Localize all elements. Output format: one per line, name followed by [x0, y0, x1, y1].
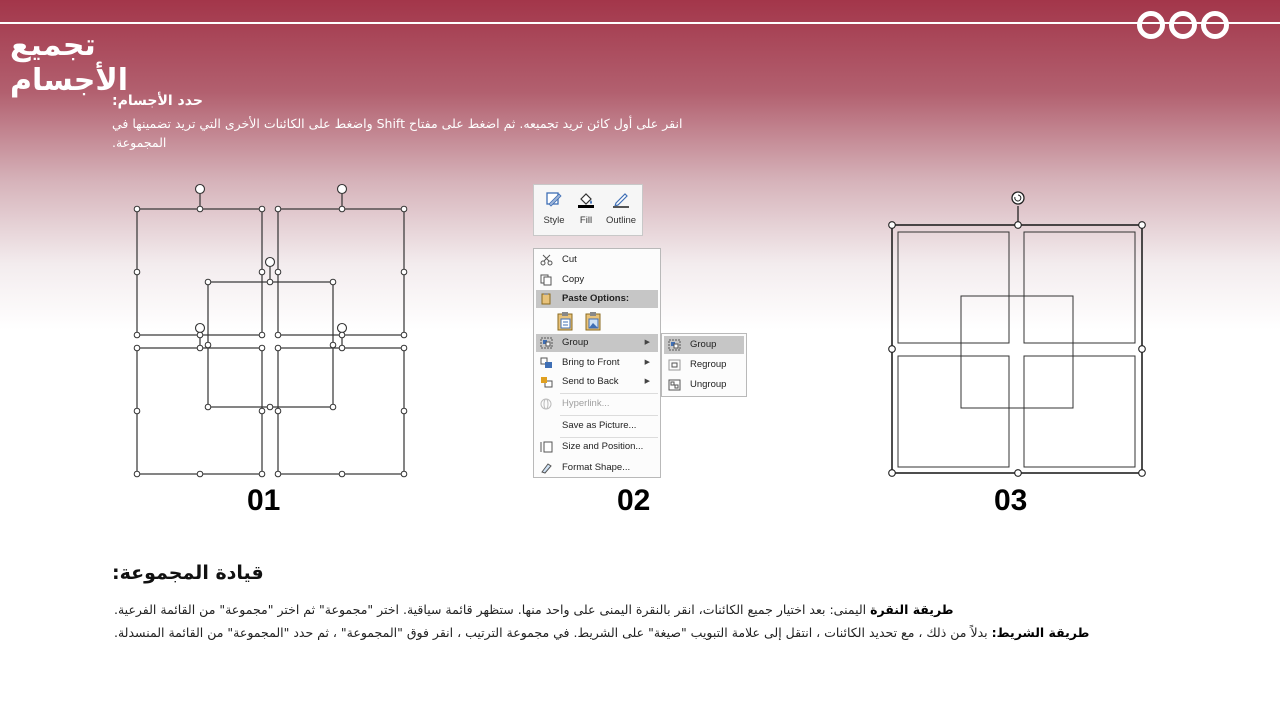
submenu-item-ungroup[interactable]	[664, 376, 744, 394]
ungroup-icon	[668, 379, 681, 391]
menu-item-size-and-position[interactable]	[536, 438, 658, 456]
group-submenu	[661, 333, 747, 397]
submenu-arrow-icon: ▶	[644, 359, 650, 366]
paste-option-keep-source-icon[interactable]	[556, 311, 574, 331]
ribbon-style-button[interactable]	[537, 185, 571, 235]
menu-separator	[560, 415, 658, 416]
slide-title: تجميع الأجسام	[10, 28, 129, 98]
group-icon	[668, 339, 681, 351]
ribbon-method-paragraph	[114, 625, 1114, 641]
group-icon	[540, 337, 553, 349]
group-command-heading: قيادة المجموعة:	[112, 562, 264, 584]
submenu-label-group: Group	[690, 339, 717, 350]
context-menu	[533, 248, 661, 478]
right-click-method-label: طريقة النقرة	[870, 602, 954, 617]
header-divider-line	[0, 22, 1280, 24]
submenu-arrow-icon: ▶	[644, 339, 650, 346]
right-click-method-paragraph	[114, 602, 1114, 618]
select-text-line2: المجموعة.	[112, 135, 167, 150]
submenu-item-regroup[interactable]	[664, 356, 744, 374]
menu-label-cut: Cut	[562, 254, 577, 265]
clipboard-icon	[540, 293, 553, 305]
menu-item-group[interactable]	[536, 334, 658, 352]
menu-item-cut[interactable]	[536, 251, 658, 269]
menu-label-paste-options: Paste Options:	[562, 293, 630, 304]
submenu-label-regroup: Regroup	[690, 359, 727, 370]
ribbon-fill-label: Fill	[579, 215, 593, 226]
menu-separator	[560, 393, 658, 394]
menu-label-group: Group	[562, 337, 589, 348]
menu-label-format-shape: Format Shape...	[562, 462, 631, 473]
bring-to-front-icon	[540, 357, 553, 369]
ribbon-method-text: بدلاً من ذلك ، مع تحديد الكائنات ، انتقل إلى علامة التبويب "صيغة" على الشريط. في مجموعة الترتيب ، انقر فوق "المجموعة" ، ثم حدد "المجموعة" من القائمة المنسدلة.	[114, 625, 988, 640]
three-rings-logo	[1136, 10, 1232, 40]
menu-item-send-to-back[interactable]	[536, 373, 658, 391]
ribbon-outline-label: Outline	[605, 215, 637, 226]
figure-03-grouped-shapes	[884, 186, 1152, 482]
ribbon-method-label: طريقة الشريط:	[991, 625, 1090, 640]
ribbon-outline-button[interactable]	[604, 185, 638, 235]
figure-01-selected-shapes	[130, 180, 420, 485]
menu-header-paste-options	[536, 290, 658, 308]
menu-label-send-to-back: Send to Back	[562, 376, 619, 387]
menu-item-save-as-picture[interactable]	[536, 417, 658, 435]
right-click-method-line	[114, 602, 954, 617]
format-shape-icon	[540, 462, 553, 474]
menu-label-size-and-position: Size and Position...	[562, 441, 644, 452]
select-text-line1: انقر على أول كائن تريد تجميعه. ثم اضغط على مفتاح Shift واضغط على الكائنات الأخرى التي تريد تضمينها في	[112, 116, 683, 131]
figure-number-02: 02	[617, 484, 651, 517]
hyperlink-icon	[540, 398, 553, 410]
regroup-icon	[668, 359, 681, 371]
submenu-arrow-icon: ▶	[644, 378, 650, 385]
paste-option-picture-icon[interactable]	[584, 311, 602, 331]
figure-number-03: 03	[994, 484, 1028, 517]
format-ribbon	[533, 184, 643, 236]
shape-style-icon	[545, 190, 563, 208]
menu-label-copy: Copy	[562, 274, 585, 285]
menu-item-bring-to-front[interactable]	[536, 354, 658, 372]
menu-item-hyperlink	[536, 395, 658, 413]
submenu-item-group[interactable]	[664, 336, 744, 354]
figure-number-01: 01	[247, 484, 281, 517]
select-objects-heading: حدد الأجسام:	[112, 93, 203, 109]
menu-item-format-shape[interactable]	[536, 459, 658, 477]
send-to-back-icon	[540, 376, 553, 388]
menu-item-copy[interactable]	[536, 271, 658, 289]
pen-outline-icon	[612, 190, 630, 208]
copy-icon	[540, 274, 553, 286]
paint-bucket-icon	[577, 190, 595, 208]
size-position-icon	[540, 441, 553, 453]
menu-label-bring-to-front: Bring to Front	[562, 357, 620, 368]
ribbon-style-label: Style	[543, 215, 565, 226]
ribbon-fill-button[interactable]	[569, 185, 603, 235]
right-click-method-text: اليمنى: بعد اختيار جميع الكائنات، انقر بالنقرة اليمنى على واحد منها. ستظهر قائمة سياقية. اختر "مجموعة" ثم اختر "مجموعة" من القائمة الفرعية.	[114, 602, 867, 617]
submenu-label-ungroup: Ungroup	[690, 379, 727, 390]
menu-label-save-as-picture: Save as Picture...	[562, 420, 637, 431]
select-objects-text	[112, 114, 712, 152]
ribbon-method-line	[114, 625, 1089, 640]
scissors-icon	[540, 254, 553, 266]
menu-label-hyperlink: Hyperlink...	[562, 398, 610, 409]
